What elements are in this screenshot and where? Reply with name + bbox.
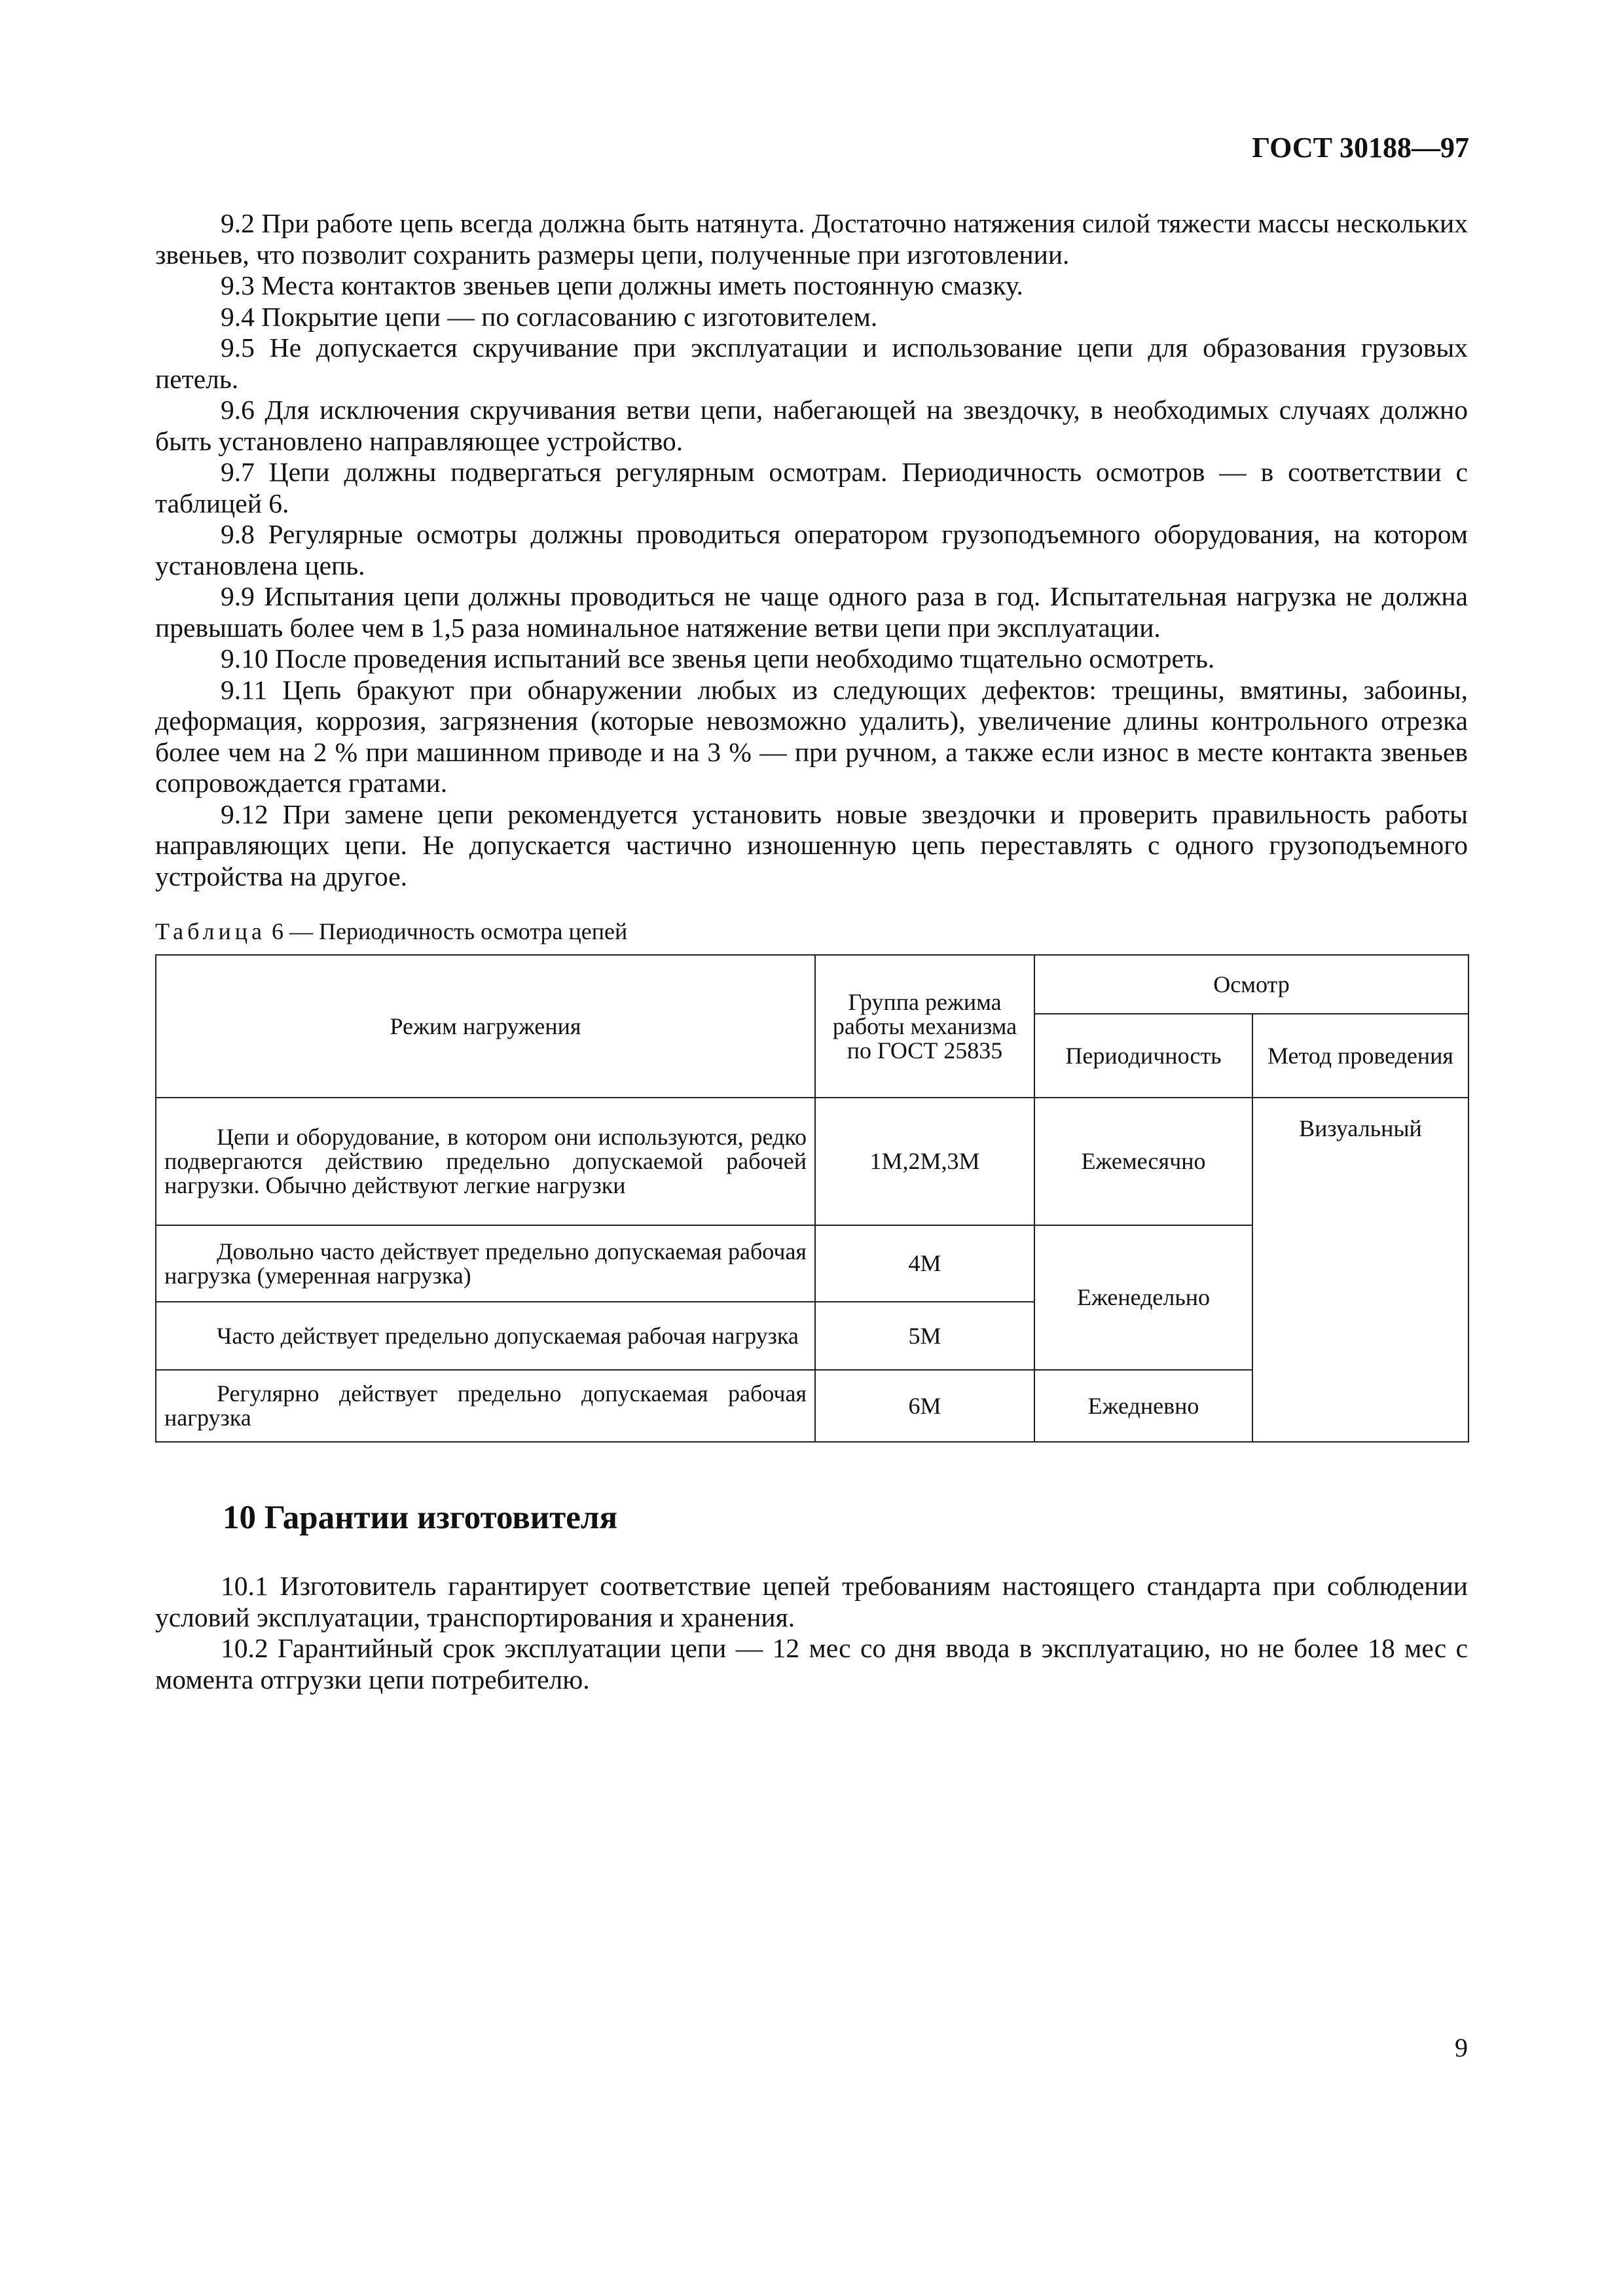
paragraph-9-12: 9.12 При замене цепи рекомендуется установить новые звездочки и проверить правильность работы направляющих цепи. Не допускается частично изношенную цепь переставлять с одного грузоподъемного устройства на другое.	[155, 798, 1468, 891]
paragraph-9-6: 9.6 Для исключения скручивания ветви цепи, набегающей на звездочку, в необходимых случаях должно быть установлено направляющее устройство.	[155, 395, 1468, 456]
header-mode: Режим нагружения	[156, 955, 815, 1098]
table-caption-text: 6 — Периодичность осмотра цепей	[265, 918, 628, 944]
paragraph-10-2: 10.2 Гарантийный срок эксплуатации цепи — 12 мес со дня ввода в эксплуатацию, но не более 18 мес с момента отгрузки цепи потребителю.	[155, 1633, 1468, 1695]
document-header: ГОСТ 30188—97	[1252, 132, 1469, 164]
paragraph-9-7: 9.7 Цепи должны подвергаться регулярным осмотрам. Периодичность осмотров — в соответствии с таблицей 6.	[155, 457, 1468, 518]
row-4-periodicity: Ежедневно	[1034, 1370, 1252, 1442]
row-3-mode: Часто действует предельно допускаемая рабочая нагрузка	[156, 1302, 815, 1370]
row-1-group: 1М,2М,3М	[815, 1098, 1034, 1225]
paragraph-9-5: 9.5 Не допускается скручивание при эксплуатации и использование цепи для образования грузовых петель.	[155, 332, 1468, 394]
row-4-mode: Регулярно действует предельно допускаемая рабочая нагрузка	[156, 1370, 815, 1442]
inspection-table	[155, 954, 1469, 1443]
method-cell: Визуальный	[1252, 1098, 1468, 1442]
row-2-group: 4М	[815, 1225, 1034, 1302]
paragraph-9-10: 9.10 После проведения испытаний все звенья цепи необходимо тщательно осмотреть.	[221, 643, 1215, 673]
header-periodicity: Периодичность	[1034, 1014, 1252, 1098]
page-number: 9	[1455, 2033, 1468, 2062]
section-10-text	[155, 1571, 1468, 1695]
paragraph-9-2: 9.2 При работе цепь всегда должна быть натянута. Достаточно натяжения силой тяжести массы нескольких звеньев, что позволит сохранить размеры цепи, полученные при изготовлении.	[155, 208, 1468, 270]
row-1-mode: Цепи и оборудование, в котором они используются, редко подвергаются действию предельно допускаемой рабочей нагрузки. Обычно действуют легкие нагрузки	[156, 1098, 815, 1225]
table-caption-label: Таблица	[155, 918, 266, 944]
paragraph-10-1: 10.1 Изготовитель гарантирует соответствие цепей требованиям настоящего стандарта при соблюдении условий эксплуатации, транспортирования и хранения.	[155, 1571, 1468, 1632]
section-9-text	[155, 208, 1468, 892]
paragraph-9-11: 9.11 Цепь бракуют при обнаружении любых из следующих дефектов: трещины, вмятины, забоины, деформация, коррозия, загрязнения (которые невозможно удалить), увеличение длины контрольного отрезка более чем на 2 % при машинном приводе и на 3 % — при ручном, а также если износ в месте контакта звеньев сопровождается гратами.	[155, 674, 1468, 798]
header-inspection: Осмотр	[1034, 955, 1468, 1014]
header-group: Группа режима работы механизма по ГОСТ 25835	[815, 955, 1034, 1098]
paragraph-9-8: 9.8 Регулярные осмотры должны проводиться оператором грузоподъемного оборудования, на котором установлена цепь.	[155, 519, 1468, 581]
row-4-group: 6М	[815, 1370, 1034, 1442]
paragraph-9-3: 9.3 Места контактов звеньев цепи должны иметь постоянную смазку.	[221, 270, 1023, 300]
paragraph-9-9: 9.9 Испытания цепи должны проводиться не чаще одного раза в год. Испытательная нагрузка не должна превышать более чем в 1,5 раза номинальное натяжение ветви цепи при эксплуатации.	[155, 581, 1468, 643]
row-2-mode: Довольно часто действует предельно допускаемая рабочая нагрузка (умеренная нагрузка)	[156, 1225, 815, 1302]
row-3-group: 5М	[815, 1302, 1034, 1370]
row-1-periodicity: Ежемесячно	[1034, 1098, 1252, 1225]
table-row	[156, 1098, 1468, 1225]
section-10-title: 10 Гарантии изготовителя	[223, 1499, 618, 1536]
row-2-3-periodicity: Еженедельно	[1034, 1225, 1252, 1370]
paragraph-9-4: 9.4 Покрытие цепи — по согласованию с изготовителем.	[221, 301, 878, 332]
header-method: Метод проведения	[1252, 1014, 1468, 1098]
table-caption	[155, 918, 627, 945]
